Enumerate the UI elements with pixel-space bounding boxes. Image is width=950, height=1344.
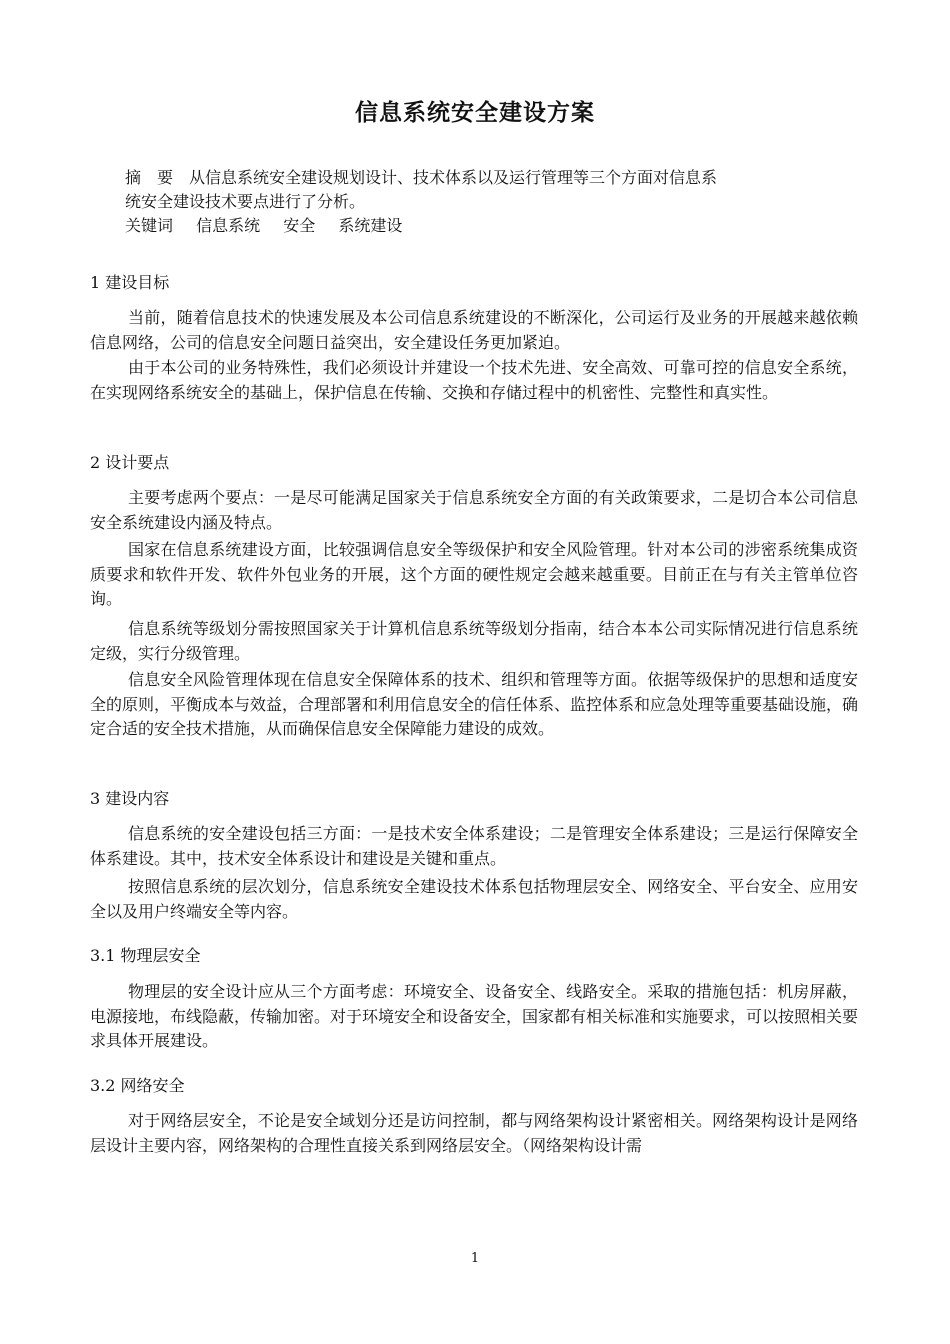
document-title: 信息系统安全建设方案 — [355, 100, 595, 126]
paragraph: 按照信息系统的层次划分，信息系统安全建设技术体系包括物理层安全、网络安全、平台安全、应用安全以及用户终端安全等内容。 — [90, 877, 858, 921]
abstract-label: 摘 要 — [125, 168, 174, 187]
abstract-text-1: 从信息系统安全建设规划设计、技术体系以及运行管理等三个方面对信息系 — [189, 168, 718, 187]
keyword: 安全 — [283, 216, 316, 235]
keyword: 系统建设 — [338, 216, 403, 235]
section-heading-3-2: 3.2 网络安全 — [90, 1076, 185, 1095]
paragraph: 主要考虑两个要点：一是尽可能满足国家关于信息系统安全方面的有关政策要求，二是切合本公司信息安全系统建设内涵及特点。 — [90, 488, 858, 532]
section-heading-2: 2 设计要点 — [90, 453, 170, 472]
paragraph: 国家在信息系统建设方面，比较强调信息安全等级保护和安全风险管理。针对本公司的涉密系统集成资质要求和软件开发、软件外包业务的开展，这个方面的硬性规定会越来越重要。目前正在与有关主管单位咨询。 — [90, 540, 858, 608]
paragraph: 信息系统等级划分需按照国家关于计算机信息系统等级划分指南，结合本本公司实际情况进行信息系统定级，实行分级管理。 — [90, 619, 858, 663]
paragraph: 当前，随着信息技术的快速发展及本公司信息系统建设的不断深化，公司运行及业务的开展越来越依赖信息网络，公司的信息安全问题日益突出，安全建设任务更加紧迫。 — [90, 308, 858, 352]
page-number: 1 — [470, 1251, 480, 1266]
keyword: 信息系统 — [196, 216, 261, 235]
paragraph: 信息安全风险管理体现在信息安全保障体系的技术、组织和管理等方面。依据等级保护的思想和适度安全的原则，平衡成本与效益，合理部署和利用信息安全的信任体系、监控体系和应急处理等重要基础设施，确定合适的安全技术措施，从而确保信息安全保障能力建设的成效。 — [90, 670, 859, 738]
abstract-block — [125, 166, 840, 238]
abstract-line-1 — [125, 166, 840, 190]
abstract-line-2: 统安全建设技术要点进行了分析。 — [125, 192, 366, 211]
keywords-label: 关键词 — [125, 216, 174, 235]
section-heading-3-1: 3.1 物理层安全 — [90, 946, 201, 965]
keywords-line — [125, 214, 840, 238]
section-heading-1: 1 建设目标 — [90, 273, 170, 292]
paragraph: 对于网络层安全，不论是安全域划分还是访问控制，都与网络架构设计紧密相关。网络架构设计是网络层设计主要内容，网络架构的合理性直接关系到网络层安全。（网络架构设计需 — [90, 1111, 858, 1155]
section-heading-3: 3 建设内容 — [90, 789, 170, 808]
paragraph: 物理层的安全设计应从三个方面考虑：环境安全、设备安全、线路安全。采取的措施包括：机房屏蔽，电源接地，布线隐蔽，传输加密。对于环境安全和设备安全，国家都有相关标准和实施要求，可以按照相关要求具体开展建设。 — [90, 982, 859, 1050]
paragraph: 由于本公司的业务特殊性，我们必须设计并建设一个技术先进、安全高效、可靠可控的信息安全系统，在实现网络系统安全的基础上，保护信息在传输、交换和存储过程中的机密性、完整性和真实性。 — [90, 358, 858, 402]
paragraph: 信息系统的安全建设包括三方面：一是技术安全体系建设；二是管理安全体系建设；三是运行保障安全体系建设。其中，技术安全体系设计和建设是关键和重点。 — [90, 824, 858, 868]
